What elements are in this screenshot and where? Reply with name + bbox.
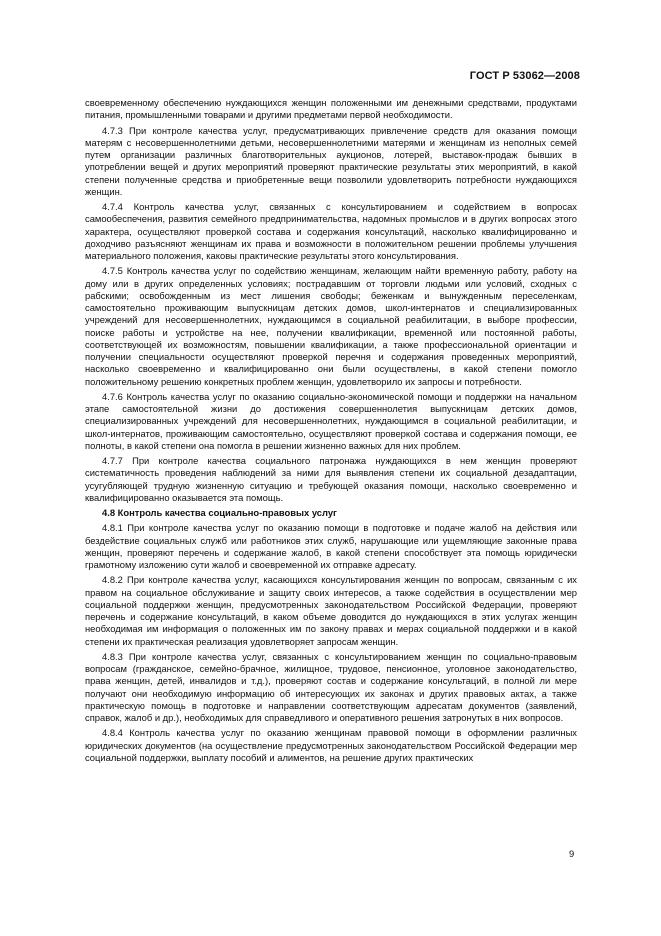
paragraph-4-7-5: 4.7.5 Контроль качества услуг по содействию женщинам, желающим найти временную работу, работу на дому или в других определенных условиях; пострадавшим от торговли людьми или условий, сходных с рабскими; освобожденным из мест лишения свободы; беженкам и вынужденным переселенкам, самостоятельно проживающим выпускницам детских домов, школ-интернатов и специализированных учреждений для несовершеннолетних, нуждающимся в социальной реабилитации, в выборе профессии, поиске работы и устройстве на нее, получении квалификации, временной или постоянной работы, соответствующей их возможностям, повышении квалификации, а также профессиональной ориентации и получении специальности осуществляют проверкой перечня и содержания проведенных мероприятий, насколько своевременно и квалифицированно они были осуществлены, в какой степени помогло положительному решению конкретных проблем женщин, удовлетворило их запросы и потребности. [85, 265, 577, 387]
paragraph-4-8-3: 4.8.3 При контроле качества услуг, связанных с консультированием женщин по социально-правовым вопросам (гражданское, семейно-брачное, жилищное, трудовое, пенсионное, уголовное законодательство, права женщин, детей, инвалидов и т.д.), проверяют состав и содержание консультаций, в полной ли мере получают они необходимую информацию об интересующих их законах и других правовых актах, а также практическую помощь в подготовке и направлении соответствующим адресатам документов (заявлений, справок, жалоб и др.), необходимых для справедливого и оперативного решения затронутых в них вопросов. [85, 650, 577, 723]
page-number: 9 [569, 848, 575, 859]
paragraph-continuation: своевременному обеспечению нуждающихся женщин положенными им денежными средствами, продуктами питания, промышленными товарами и другими предметами первой необходимости. [85, 97, 577, 121]
paragraph-4-7-6: 4.7.6 Контроль качества услуг по оказанию социально-экономической помощи и поддержки на начальном этапе самостоятельной жизни до достижения совершеннолетия выпускницам детских домов, специализированных учреждений для несовершеннолетних, нуждающимся в социальной реабилитации, и школ-интернатов, проживающим самостоятельно, осуществляют проверкой состава и содержания помощи, ее полноты, в какой степени она помогла в решении жизненно важных для них проблем. [85, 390, 577, 451]
document-body [85, 97, 577, 767]
paragraph-4-8-2: 4.8.2 При контроле качества услуг, касающихся консультирования женщин по вопросам, связанным с их правом на социальное обслуживание и защиту своих интересов, а также содействия в осуществлении мер социальной поддержки женщин, предусмотренных законодательством Российской Федерации, проверяют перечень и содержание консультаций, в каком объеме доводится до нуждающихся в этих услугах женщин необходимая им информация о положенных им по закону правах и мерах социальной поддержки и в какой степени их практическая реализация удовлетворяет запросам женщин. [85, 574, 577, 647]
paragraph-4-7-7: 4.7.7 При контроле качества социального патронажа нуждающихся в нем женщин проверяют систематичность проведения наблюдений за ними для выявления степени их социальной дезадаптации, усугубляющей трудную жизненную ситуацию и требующей оказания помощи, насколько своевременно и квалифицированно оказывается эта помощь. [85, 455, 577, 503]
section-heading-4-8: 4.8 Контроль качества социально-правовых услуг [102, 507, 337, 518]
paragraph-4-8-1: 4.8.1 При контроле качества услуг по оказанию помощи в подготовке и подаче жалоб на действия или бездействие социальных служб или работников этих служб, нарушающие или ущемляющие законные права женщин, проверяют перечень и содержание жалоб, в какой степени способствует эта помощь юридически грамотному изложению сути жалоб и своевременной их отправке адресату. [85, 522, 577, 570]
paragraph-4-7-3: 4.7.3 При контроле качества услуг, предусматривающих привлечение средств для оказания помощи матерям с несовершеннолетними детьми, несовершеннолетними матерями и женщинам из неполных семей путем организации различных благотворительных аукционов, лотерей, выставок-продаж бывших в употреблении вещей и других мероприятий проверяют практические результаты этих мероприятий, в какой степени полученные средства и приобретенные вещи позволили удовлетворить потребности нуждающихся женщин. [85, 124, 577, 197]
paragraph-4-8-4: 4.8.4 Контроль качества услуг по оказанию женщинам правовой помощи в оформлении различных юридических документов (на осуществление предусмотренных законодательством Российской Федерации мер социальной поддержки, выплату пособий и алиментов, на решение других практических [85, 727, 577, 763]
standard-code-header: ГОСТ Р 53062—2008 [469, 70, 580, 82]
paragraph-4-7-4: 4.7.4 Контроль качества услуг, связанных с консультированием и содействием в вопросах самообеспечения, развития семейного предпринимательства, надомных промыслов и в других вопросах этого характера, осуществляют проверкой состава и содержания консультаций, насколько квалифицированно и доходчиво разъясняют женщинам их права и возможности в положительном решении проблемы улучшения материального положения, каковы практические результаты этого консультирования. [85, 201, 577, 261]
